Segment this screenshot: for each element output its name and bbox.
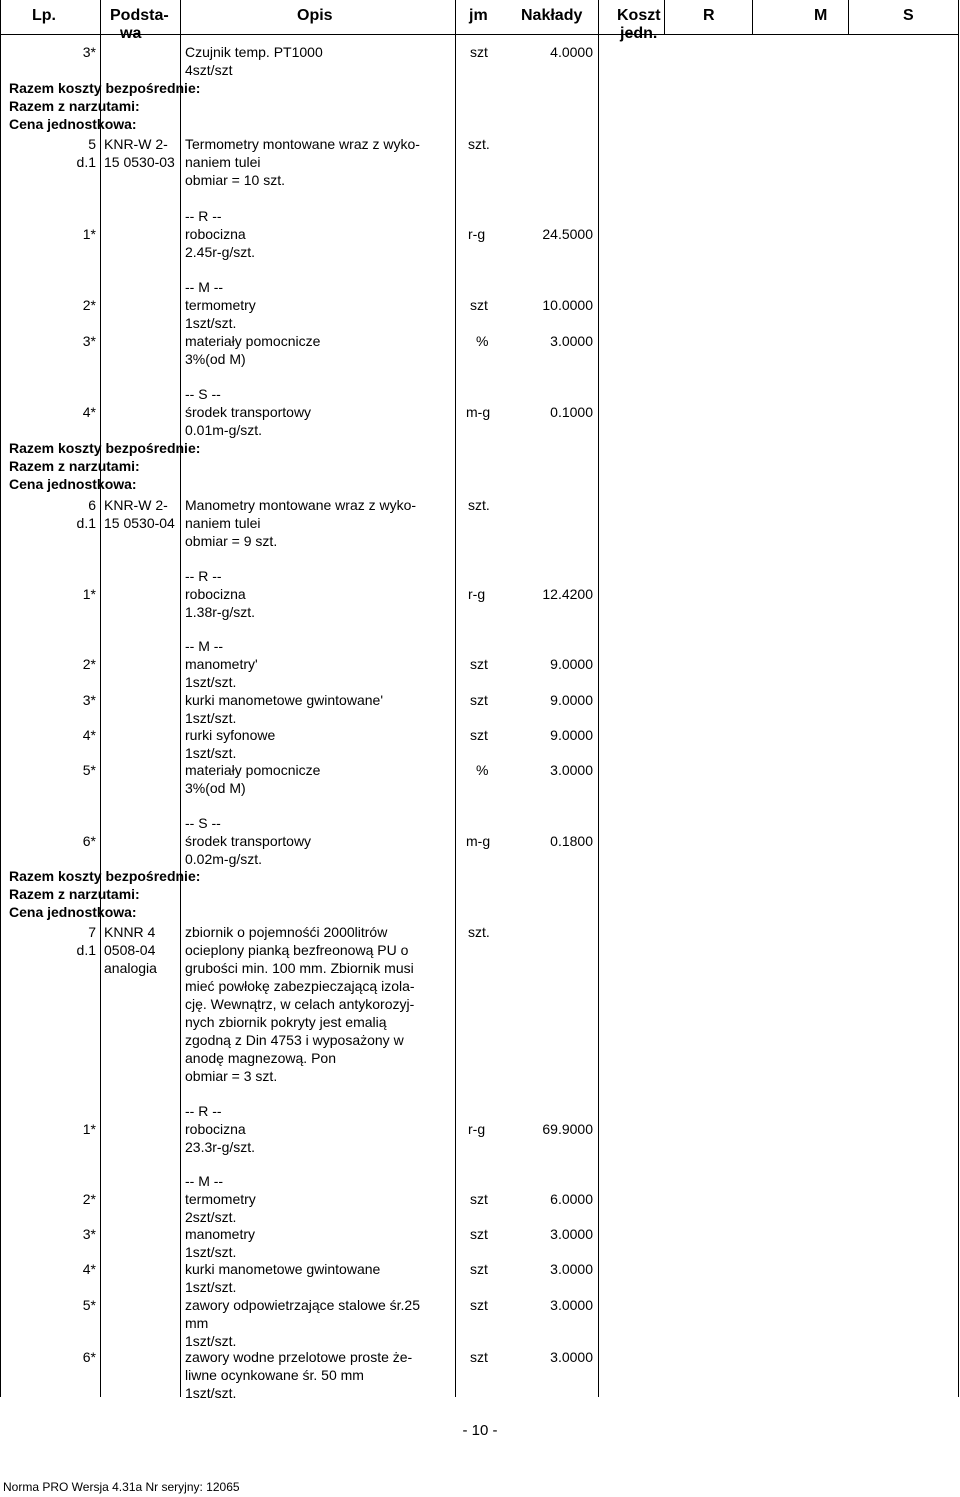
row-rate: 1szt/szt.: [185, 315, 237, 331]
position-desc-8: anodę magnezową. Pon: [185, 1050, 336, 1066]
row-rate: 4szt/szt: [185, 62, 233, 78]
row-value: 6.0000: [550, 1191, 593, 1207]
position-suffix: d.1: [76, 515, 96, 531]
row-name: kurki manometowe gwintowane: [185, 1261, 381, 1277]
row-jm: m-g: [466, 833, 491, 849]
position-jm: szt.: [468, 924, 490, 940]
row-name: rurki syfonowe: [185, 727, 276, 743]
row-jm: szt: [470, 44, 488, 60]
row-rate: 1.38r-g/szt.: [185, 604, 256, 620]
row-value: 4.0000: [550, 44, 593, 60]
position-basis-2: 15 0530-03: [104, 154, 175, 170]
row-rate: 1szt/szt.: [185, 1385, 237, 1401]
summary-bezposrednie: Razem koszty bezpośrednie:: [9, 868, 201, 884]
position-desc-6: nych zbiornik pokryty jest emalią: [185, 1014, 387, 1030]
header-opis: Opis: [297, 7, 333, 24]
position-desc-2: naniem tulei: [185, 154, 261, 170]
software-footer: Norma PRO Wersja 4.31a Nr seryjny: 12065: [3, 1480, 240, 1494]
row-lp: 4*: [82, 727, 96, 743]
section-r-label: -- R --: [185, 1103, 222, 1119]
header-podstawa-1: Podsta-: [110, 7, 169, 24]
header-koszt-1: Koszt: [617, 7, 661, 24]
row-opis: Czujnik temp. PT1000: [185, 44, 323, 60]
row-lp: 3*: [82, 1226, 96, 1242]
row-jm: szt: [470, 1261, 488, 1277]
row-value: 3.0000: [550, 1226, 593, 1242]
row-rate: 0.02m-g/szt.: [185, 851, 263, 867]
row-value: 3.0000: [550, 1261, 593, 1277]
row-rate: 3%(od M): [185, 780, 246, 796]
row-rate: 1szt/szt.: [185, 1279, 237, 1295]
row-name-2: liwne ocynkowane śr. 50 mm: [185, 1367, 364, 1383]
section-m-label: -- M --: [185, 1173, 224, 1189]
position-desc-3: grubości min. 100 mm. Zbiornik musi: [185, 960, 414, 976]
position-basis-2: 0508-04: [104, 942, 156, 958]
position-desc-1: Termometry montowane wraz z wyko-: [185, 136, 420, 152]
position-basis-1: KNR-W 2-: [104, 497, 168, 513]
row-jm: r-g: [468, 586, 486, 602]
row-lp: 3*: [82, 692, 96, 708]
position-basis-1: KNNR 4: [104, 924, 156, 940]
row-rate: 1szt/szt.: [185, 745, 237, 761]
table-border-left: [0, 0, 1, 1397]
row-lp: 3*: [82, 44, 96, 60]
row-name: termometry: [185, 1191, 256, 1207]
row-name: robocizna: [185, 226, 246, 242]
header-naklady: Nakłady: [521, 7, 583, 24]
row-rate: 0.01m-g/szt.: [185, 422, 263, 438]
row-value: 9.0000: [550, 692, 593, 708]
position-basis-2: 15 0530-04: [104, 515, 175, 531]
header-podstawa-2: wa: [120, 25, 142, 42]
col-divider-koszt: [664, 0, 665, 35]
position-jm: szt.: [468, 497, 490, 513]
row-lp: 4*: [82, 404, 96, 420]
row-lp: 5*: [82, 762, 96, 778]
header-separator: [0, 34, 959, 35]
summary-cena: Cena jednostkowa:: [9, 476, 137, 492]
row-lp: 6*: [82, 1349, 96, 1365]
col-divider-jm: [455, 0, 456, 1397]
position-obmiar: obmiar = 10 szt.: [185, 172, 285, 188]
row-rate: 1szt/szt.: [185, 710, 237, 726]
row-lp: 2*: [82, 656, 96, 672]
row-rate: 23.3r-g/szt.: [185, 1139, 256, 1155]
page-number: - 10 -: [462, 1422, 498, 1439]
section-r-label: -- R --: [185, 208, 222, 224]
row-lp: 1*: [82, 586, 96, 602]
position-suffix: d.1: [76, 942, 96, 958]
row-name: materiały pomocnicze: [185, 333, 321, 349]
row-lp: 3*: [82, 333, 96, 349]
row-value: 10.0000: [542, 297, 593, 313]
position-jm: szt.: [468, 136, 490, 152]
row-lp: 2*: [82, 297, 96, 313]
col-divider-m: [848, 0, 849, 35]
row-name: środek transportowy: [185, 404, 312, 420]
section-s-label: -- S --: [185, 386, 221, 402]
position-obmiar: obmiar = 3 szt.: [185, 1068, 278, 1084]
row-rate: 1szt/szt.: [185, 1333, 237, 1349]
row-rate: 1szt/szt.: [185, 1244, 237, 1260]
row-lp: 6*: [82, 833, 96, 849]
summary-bezposrednie: Razem koszty bezpośrednie:: [9, 80, 201, 96]
row-jm: szt: [470, 297, 488, 313]
row-value: 9.0000: [550, 727, 593, 743]
row-value: 3.0000: [550, 1297, 593, 1313]
row-value: 69.9000: [542, 1121, 593, 1137]
position-desc-2: naniem tulei: [185, 515, 261, 531]
row-lp: 2*: [82, 1191, 96, 1207]
summary-narzuty: Razem z narzutami:: [9, 98, 140, 114]
row-rate: 2szt/szt.: [185, 1209, 237, 1225]
row-value: 24.5000: [542, 226, 593, 242]
row-value: 3.0000: [550, 762, 593, 778]
header-lp: Lp.: [32, 7, 56, 24]
row-value: 9.0000: [550, 656, 593, 672]
col-divider-opis: [180, 0, 181, 1397]
header-r: R: [703, 7, 715, 24]
position-desc-7: zgodną z Din 4753 i wyposażony w: [185, 1032, 404, 1048]
summary-narzuty: Razem z narzutami:: [9, 886, 140, 902]
table-border-right: [958, 0, 959, 1397]
row-name: robocizna: [185, 586, 246, 602]
col-divider-r: [752, 0, 753, 35]
position-number: 7: [88, 924, 96, 940]
row-value: 0.1800: [550, 833, 593, 849]
section-m-label: -- M --: [185, 279, 224, 295]
row-name: termometry: [185, 297, 256, 313]
row-jm: m-g: [466, 404, 491, 420]
row-name-1: zawory odpowietrzające stalowe śr.25: [185, 1297, 421, 1313]
row-jm: szt: [470, 1191, 488, 1207]
row-jm: szt: [470, 656, 488, 672]
row-value: 0.1000: [550, 404, 593, 420]
section-r-label: -- R --: [185, 568, 222, 584]
position-desc-4: mieć powłokę zabezpieczającą izola-: [185, 978, 415, 994]
position-desc-5: cję. Wewnątrz, w celach antykorozyj-: [185, 996, 415, 1012]
row-jm: szt: [470, 1349, 488, 1365]
row-name: materiały pomocnicze: [185, 762, 321, 778]
position-basis-3: analogia: [104, 960, 157, 976]
row-jm: szt: [470, 1226, 488, 1242]
summary-cena: Cena jednostkowa:: [9, 116, 137, 132]
summary-bezposrednie: Razem koszty bezpośrednie:: [9, 440, 201, 456]
row-jm: %: [476, 333, 489, 349]
col-divider-podstawa: [100, 0, 101, 1397]
row-name: robocizna: [185, 1121, 246, 1137]
row-name: kurki manometowe gwintowane': [185, 692, 383, 708]
row-jm: szt: [470, 1297, 488, 1313]
row-lp: 1*: [82, 226, 96, 242]
position-desc-1: Manometry montowane wraz z wyko-: [185, 497, 417, 513]
row-value: 3.0000: [550, 333, 593, 349]
position-obmiar: obmiar = 9 szt.: [185, 533, 278, 549]
row-lp: 1*: [82, 1121, 96, 1137]
row-lp: 4*: [82, 1261, 96, 1277]
header-m: M: [814, 7, 828, 24]
position-number: 6: [88, 497, 96, 513]
row-jm: %: [476, 762, 489, 778]
col-divider-naklady: [598, 0, 599, 1397]
row-name-2: mm: [185, 1315, 209, 1331]
row-rate: 1szt/szt.: [185, 674, 237, 690]
row-jm: r-g: [468, 1121, 486, 1137]
header-jm: jm: [469, 7, 488, 24]
position-desc-2: ocieplony pianką bezfreonową PU o: [185, 942, 409, 958]
summary-cena: Cena jednostkowa:: [9, 904, 137, 920]
position-number: 5: [88, 136, 96, 152]
row-name-1: zawory wodne przelotowe proste że-: [185, 1349, 413, 1365]
header-s: S: [903, 7, 914, 24]
position-desc-1: zbiornik o pojemnośći 2000litrów: [185, 924, 388, 940]
row-rate: 2.45r-g/szt.: [185, 244, 256, 260]
row-name: środek transportowy: [185, 833, 312, 849]
row-name: manometry': [185, 656, 258, 672]
row-value: 12.4200: [542, 586, 593, 602]
row-jm: r-g: [468, 226, 486, 242]
row-rate: 3%(od M): [185, 351, 246, 367]
row-lp: 5*: [82, 1297, 96, 1313]
section-s-label: -- S --: [185, 815, 221, 831]
position-basis-1: KNR-W 2-: [104, 136, 168, 152]
header-koszt-2: jedn.: [620, 25, 658, 42]
row-value: 3.0000: [550, 1349, 593, 1365]
summary-narzuty: Razem z narzutami:: [9, 458, 140, 474]
row-jm: szt: [470, 692, 488, 708]
section-m-label: -- M --: [185, 638, 224, 654]
row-name: manometry: [185, 1226, 256, 1242]
position-suffix: d.1: [76, 154, 96, 170]
row-jm: szt: [470, 727, 488, 743]
